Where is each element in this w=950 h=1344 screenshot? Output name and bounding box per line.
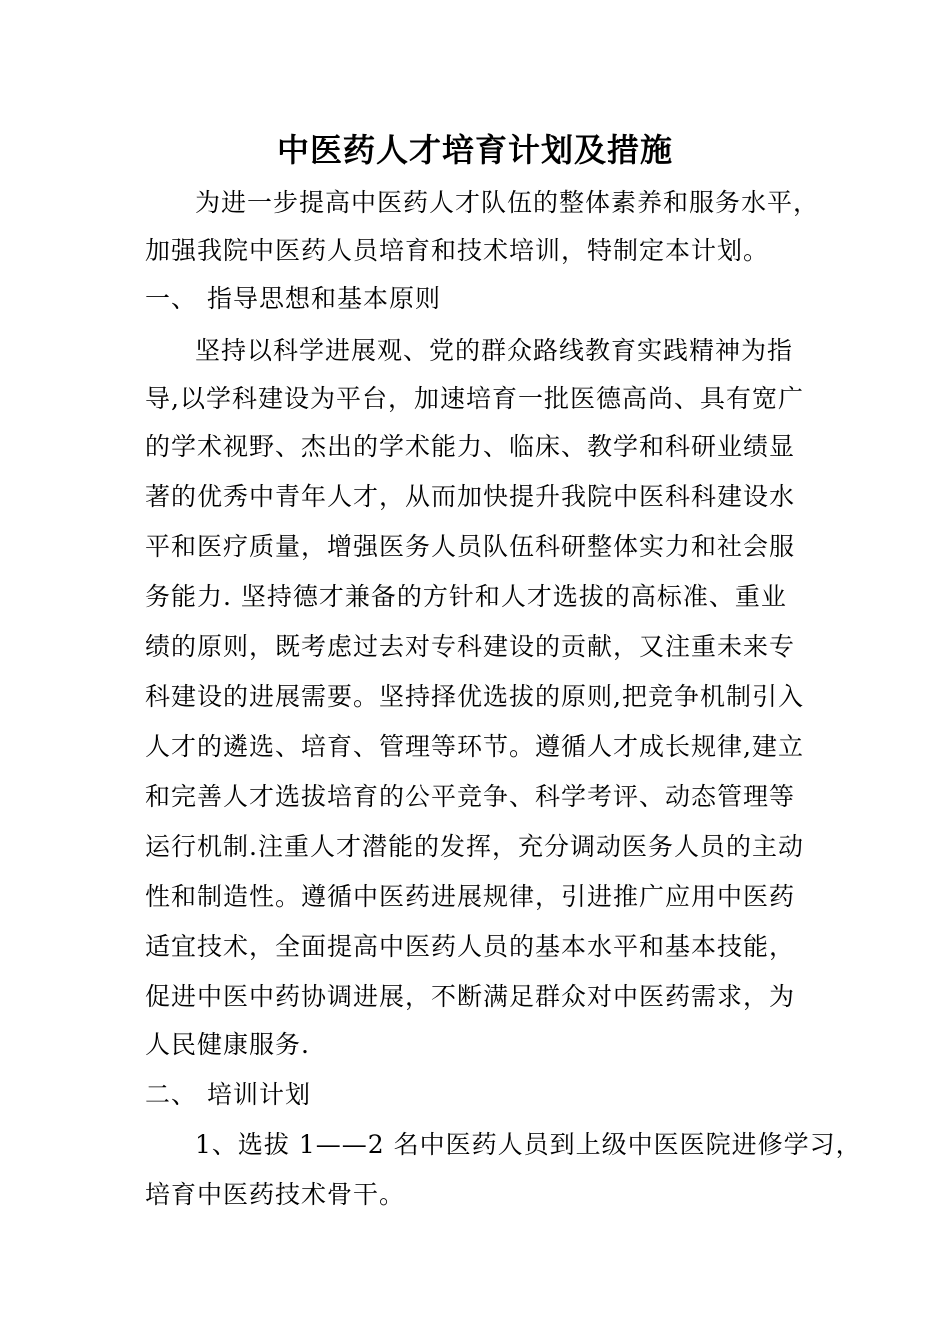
paragraph-line: 务能力. 坚持德才兼备的方针和人才选拔的高标准、重业 <box>145 582 787 611</box>
document-title: 中医药人才培育计划及措施 <box>276 131 673 169</box>
paragraph-line: 培育中医药技术骨干。 <box>145 1180 406 1209</box>
section-title: 培训计划 <box>207 1080 312 1109</box>
intro-line: 加强我院中医药人员培育和技术培训，特制定本计划。 <box>145 236 770 265</box>
paragraph-line: 1、选拔 1——2 名中医药人员到上级中医医院进修学习， <box>195 1130 862 1159</box>
paragraph-line: 著的优秀中青年人才，从而加快提升我院中医科科建设水 <box>145 482 796 511</box>
section-title: 指导思想和基本原则 <box>207 284 442 313</box>
section-heading-1 <box>145 274 441 324</box>
paragraph-line: 促进中医中药协调进展，不断满足群众对中医药需求，为 <box>145 982 796 1011</box>
paragraph-line: 人民健康服务. <box>145 1030 310 1059</box>
paragraph-line: 绩的原则，既考虑过去对专科建设的贡献，又注重未来专 <box>145 632 796 661</box>
paragraph-line: 人才的遴选、培育、管理等环节。遵循人才成长规律,建立 <box>145 732 804 761</box>
paragraph-line: 适宜技术，全面提高中医药人员的基本水平和基本技能， <box>145 932 796 961</box>
section-number: 二、 <box>145 1080 198 1109</box>
paragraph-line: 平和医疗质量，增强医务人员队伍科研整体实力和社会服 <box>145 532 796 561</box>
paragraph-line: 和完善人才选拔培育的公平竞争、科学考评、动态管理等 <box>145 782 796 811</box>
paragraph-line: 导,以学科建设为平台，加速培育一批医德高尚、具有宽广 <box>145 384 804 413</box>
paragraph-line: 坚持以科学进展观、党的群众路线教育实践精神为指 <box>195 336 794 365</box>
section-number: 一、 <box>145 284 198 313</box>
paragraph-line: 科建设的进展需要。坚持择优选拔的原则,把竞争机制引入 <box>145 682 804 711</box>
paragraph-line: 的学术视野、杰出的学术能力、临床、教学和科研业绩显 <box>145 432 796 461</box>
paragraph-line: 运行机制.注重人才潜能的发挥，充分调动医务人员的主动 <box>145 832 804 861</box>
intro-line: 为进一步提高中医药人才队伍的整体素养和服务水平， <box>195 188 820 217</box>
paragraph-line: 性和制造性。遵循中医药进展规律，引进推广应用中医药 <box>145 882 796 911</box>
section-heading-2 <box>145 1070 311 1120</box>
